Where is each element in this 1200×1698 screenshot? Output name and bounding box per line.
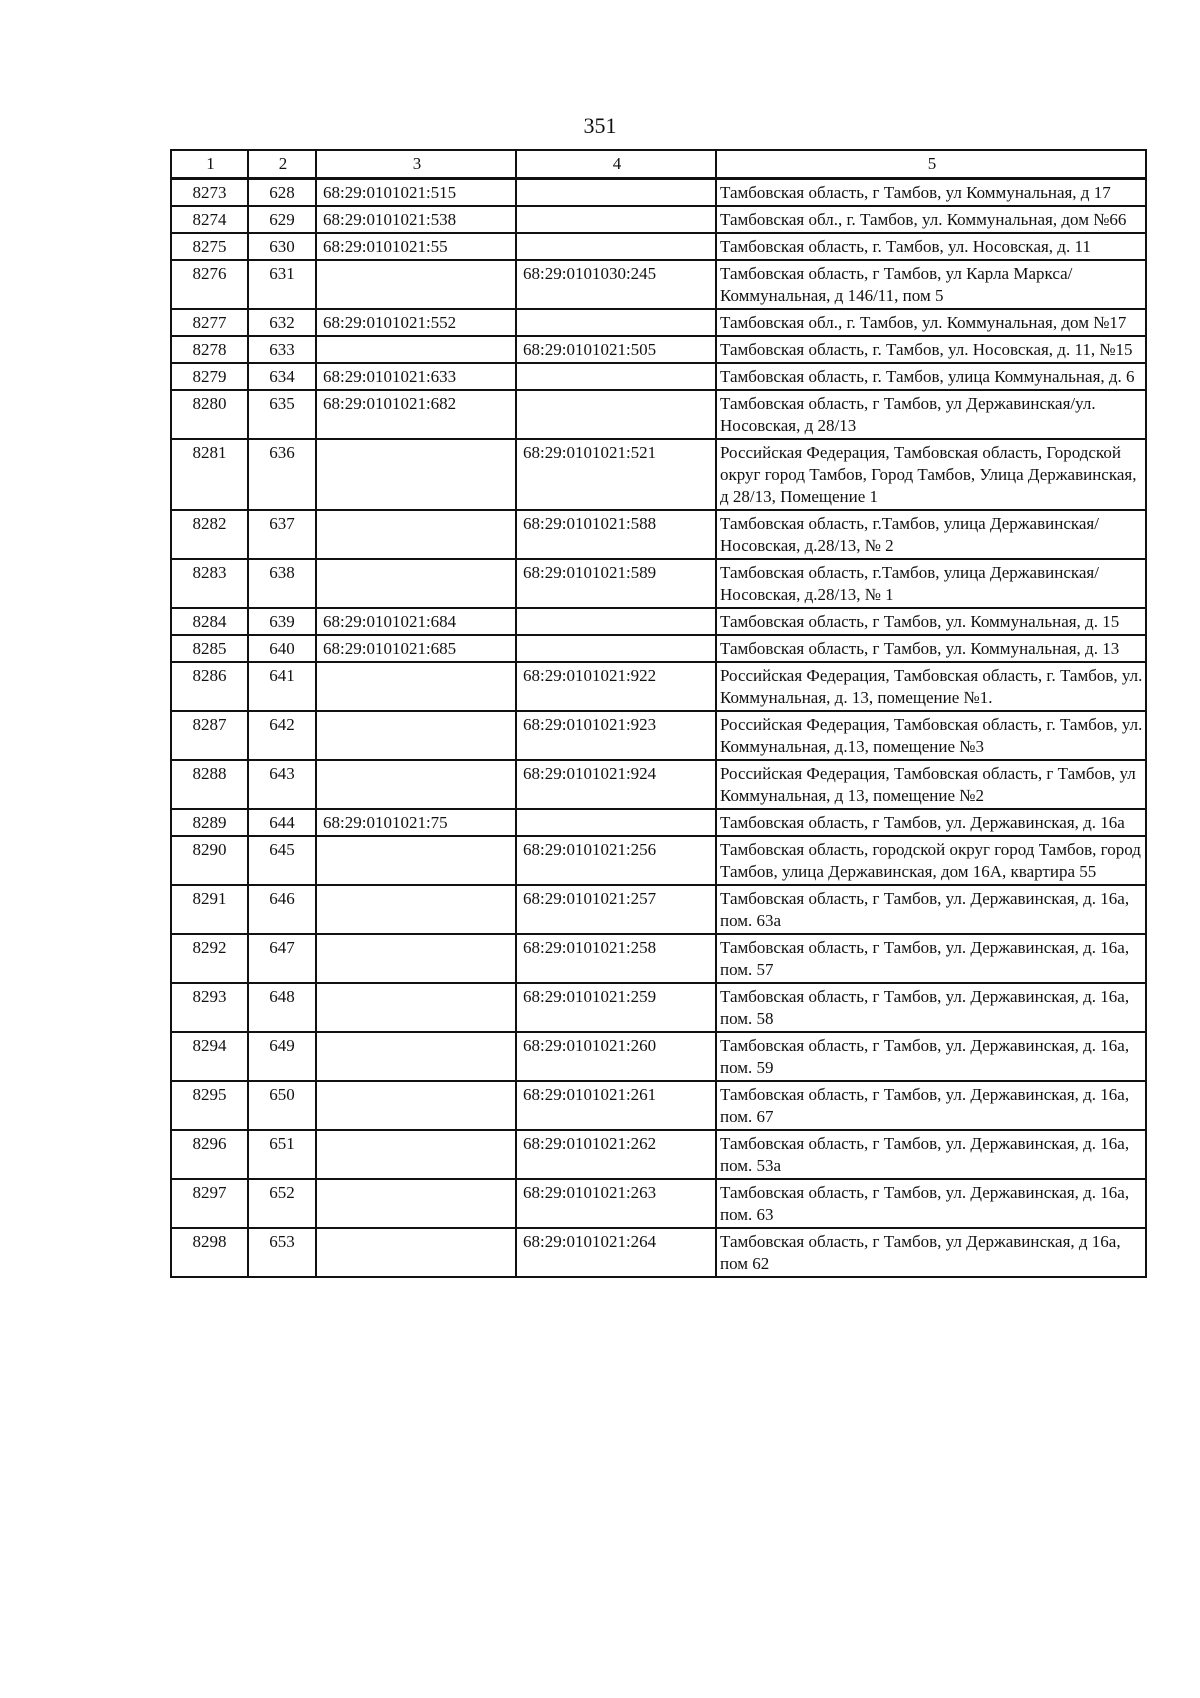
cell-cadastral-number-col4 [516, 809, 716, 836]
cell-item-number: 635 [248, 390, 316, 439]
cell-cadastral-number-col4 [516, 390, 716, 439]
table-row [171, 179, 1146, 207]
cell-address: Тамбовская область, г Тамбов, ул Карла Маркса/Коммунальная, д 146/11, пом 5 [716, 260, 1146, 309]
cell-record-number: 8288 [171, 760, 248, 809]
cell-item-number: 649 [248, 1032, 316, 1081]
cell-cadastral-number-col3: 68:29:0101021:515 [316, 179, 516, 207]
cell-cadastral-number-col4 [516, 233, 716, 260]
cell-record-number: 8284 [171, 608, 248, 635]
cell-cadastral-number-col3: 68:29:0101021:685 [316, 635, 516, 662]
cell-cadastral-number-col4: 68:29:0101021:521 [516, 439, 716, 510]
cell-item-number: 633 [248, 336, 316, 363]
cell-record-number: 8298 [171, 1228, 248, 1277]
cell-cadastral-number-col3 [316, 1130, 516, 1179]
table-row [171, 760, 1146, 809]
table-row [171, 934, 1146, 983]
cell-cadastral-number-col3 [316, 885, 516, 934]
cell-record-number: 8279 [171, 363, 248, 390]
cell-item-number: 634 [248, 363, 316, 390]
table-row [171, 662, 1146, 711]
table-row [171, 836, 1146, 885]
cell-record-number: 8297 [171, 1179, 248, 1228]
cell-cadastral-number-col4: 68:29:0101021:256 [516, 836, 716, 885]
cell-cadastral-number-col3 [316, 760, 516, 809]
cell-item-number: 639 [248, 608, 316, 635]
cell-address: Тамбовская область, г Тамбов, ул. Державинская, д. 16а, пом. 63а [716, 885, 1146, 934]
cell-cadastral-number-col3 [316, 836, 516, 885]
cell-record-number: 8294 [171, 1032, 248, 1081]
cell-cadastral-number-col3: 68:29:0101021:684 [316, 608, 516, 635]
cell-record-number: 8295 [171, 1081, 248, 1130]
page-number: 351 [583, 113, 617, 138]
table-row [171, 1032, 1146, 1081]
cell-address: Тамбовская область, г Тамбов, ул. Державинская, д. 16а [716, 809, 1146, 836]
table-row [171, 309, 1146, 336]
table-row [171, 635, 1146, 662]
cell-item-number: 646 [248, 885, 316, 934]
cell-record-number: 8273 [171, 179, 248, 207]
cell-record-number: 8276 [171, 260, 248, 309]
cell-cadastral-number-col3 [316, 711, 516, 760]
table-row [171, 608, 1146, 635]
cell-item-number: 628 [248, 179, 316, 207]
cell-cadastral-number-col3: 68:29:0101021:538 [316, 206, 516, 233]
cell-address: Тамбовская область, г. Тамбов, ул. Носовская, д. 11, №15 [716, 336, 1146, 363]
cell-cadastral-number-col4 [516, 608, 716, 635]
cell-address: Тамбовская область, г Тамбов, ул. Коммунальная, д. 13 [716, 635, 1146, 662]
cell-record-number: 8290 [171, 836, 248, 885]
cell-item-number: 640 [248, 635, 316, 662]
cell-address: Российская Федерация, Тамбовская область, Городской округ город Тамбов, Город Тамбов, Улица Державинская, д 28/13, Помещение 1 [716, 439, 1146, 510]
cell-cadastral-number-col4: 68:29:0101021:263 [516, 1179, 716, 1228]
cell-record-number: 8275 [171, 233, 248, 260]
cell-cadastral-number-col3: 68:29:0101021:75 [316, 809, 516, 836]
cell-record-number: 8296 [171, 1130, 248, 1179]
cell-cadastral-number-col4 [516, 206, 716, 233]
cell-cadastral-number-col4 [516, 363, 716, 390]
table-row [171, 1179, 1146, 1228]
table-row [171, 233, 1146, 260]
cell-cadastral-number-col4: 68:29:0101021:589 [516, 559, 716, 608]
table-body [171, 179, 1146, 1278]
cell-cadastral-number-col4: 68:29:0101021:260 [516, 1032, 716, 1081]
cell-cadastral-number-col3 [316, 439, 516, 510]
table-row [171, 809, 1146, 836]
cell-record-number: 8282 [171, 510, 248, 559]
registry-table [170, 149, 1147, 1278]
table-header [171, 150, 1146, 179]
cell-item-number: 648 [248, 983, 316, 1032]
column-header-4: 4 [516, 150, 716, 179]
cell-record-number: 8274 [171, 206, 248, 233]
table-row [171, 711, 1146, 760]
cell-cadastral-number-col4: 68:29:0101021:264 [516, 1228, 716, 1277]
cell-item-number: 647 [248, 934, 316, 983]
table-row [171, 206, 1146, 233]
cell-record-number: 8286 [171, 662, 248, 711]
cell-cadastral-number-col3 [316, 1081, 516, 1130]
cell-address: Тамбовская область, г.Тамбов, улица Державинская/Носовская, д.28/13, № 2 [716, 510, 1146, 559]
table-row [171, 1228, 1146, 1277]
cell-record-number: 8291 [171, 885, 248, 934]
cell-cadastral-number-col3 [316, 983, 516, 1032]
cell-item-number: 653 [248, 1228, 316, 1277]
cell-cadastral-number-col4: 68:29:0101021:258 [516, 934, 716, 983]
table-row [171, 363, 1146, 390]
cell-cadastral-number-col3: 68:29:0101021:633 [316, 363, 516, 390]
cell-address: Тамбовская область, г Тамбов, ул Державинская, д 16а, пом 62 [716, 1228, 1146, 1277]
cell-item-number: 631 [248, 260, 316, 309]
cell-record-number: 8278 [171, 336, 248, 363]
cell-cadastral-number-col4: 68:29:0101021:262 [516, 1130, 716, 1179]
cell-address: Российская Федерация, Тамбовская область, г. Тамбов, ул. Коммунальная, д. 13, помещение №1. [716, 662, 1146, 711]
cell-cadastral-number-col4: 68:29:0101021:259 [516, 983, 716, 1032]
cell-cadastral-number-col3 [316, 1228, 516, 1277]
cell-record-number: 8281 [171, 439, 248, 510]
cell-item-number: 644 [248, 809, 316, 836]
cell-item-number: 641 [248, 662, 316, 711]
cell-record-number: 8283 [171, 559, 248, 608]
column-header-2: 2 [248, 150, 316, 179]
cell-cadastral-number-col3 [316, 934, 516, 983]
cell-item-number: 645 [248, 836, 316, 885]
cell-address: Тамбовская обл., г. Тамбов, ул. Коммунальная, дом №66 [716, 206, 1146, 233]
cell-record-number: 8293 [171, 983, 248, 1032]
table-row [171, 885, 1146, 934]
cell-address: Тамбовская область, г Тамбов, ул. Державинская, д. 16а, пом. 57 [716, 934, 1146, 983]
cell-cadastral-number-col4 [516, 179, 716, 207]
cell-cadastral-number-col4: 68:29:0101021:924 [516, 760, 716, 809]
cell-item-number: 629 [248, 206, 316, 233]
cell-record-number: 8292 [171, 934, 248, 983]
cell-cadastral-number-col3: 68:29:0101021:55 [316, 233, 516, 260]
cell-address: Тамбовская область, г Тамбов, ул. Державинская, д. 16а, пом. 67 [716, 1081, 1146, 1130]
table-row [171, 1081, 1146, 1130]
cell-item-number: 650 [248, 1081, 316, 1130]
cell-cadastral-number-col4: 68:29:0101021:261 [516, 1081, 716, 1130]
cell-cadastral-number-col4: 68:29:0101030:245 [516, 260, 716, 309]
cell-item-number: 637 [248, 510, 316, 559]
cell-cadastral-number-col4 [516, 309, 716, 336]
cell-address: Тамбовская область, г Тамбов, ул. Державинская, д. 16а, пом. 59 [716, 1032, 1146, 1081]
cell-cadastral-number-col4: 68:29:0101021:588 [516, 510, 716, 559]
cell-cadastral-number-col3: 68:29:0101021:552 [316, 309, 516, 336]
cell-address: Тамбовская область, г Тамбов, ул. Коммунальная, д. 15 [716, 608, 1146, 635]
cell-cadastral-number-col4: 68:29:0101021:505 [516, 336, 716, 363]
table-row [171, 510, 1146, 559]
cell-item-number: 651 [248, 1130, 316, 1179]
cell-cadastral-number-col3 [316, 336, 516, 363]
cell-address: Тамбовская область, г.Тамбов, улица Державинская/Носовская, д.28/13, № 1 [716, 559, 1146, 608]
cell-address: Тамбовская область, г. Тамбов, ул. Носовская, д. 11 [716, 233, 1146, 260]
cell-cadastral-number-col3: 68:29:0101021:682 [316, 390, 516, 439]
cell-item-number: 636 [248, 439, 316, 510]
table-row [171, 336, 1146, 363]
column-header-3: 3 [316, 150, 516, 179]
cell-item-number: 638 [248, 559, 316, 608]
cell-cadastral-number-col3 [316, 662, 516, 711]
cell-item-number: 643 [248, 760, 316, 809]
cell-cadastral-number-col4: 68:29:0101021:922 [516, 662, 716, 711]
cell-cadastral-number-col4: 68:29:0101021:257 [516, 885, 716, 934]
cell-address: Тамбовская область, г Тамбов, ул. Державинская, д. 16а, пом. 63 [716, 1179, 1146, 1228]
table-row [171, 559, 1146, 608]
cell-address: Тамбовская область, городской округ город Тамбов, город Тамбов, улица Державинская, дом 16А, квартира 55 [716, 836, 1146, 885]
cell-record-number: 8285 [171, 635, 248, 662]
table-row [171, 983, 1146, 1032]
cell-address: Тамбовская область, г Тамбов, ул. Державинская, д. 16а, пом. 53а [716, 1130, 1146, 1179]
cell-address: Тамбовская область, г Тамбов, ул. Державинская, д. 16а, пом. 58 [716, 983, 1146, 1032]
cell-address: Тамбовская область, г Тамбов, ул Коммунальная, д 17 [716, 179, 1146, 207]
cell-item-number: 630 [248, 233, 316, 260]
cell-record-number: 8287 [171, 711, 248, 760]
cell-cadastral-number-col4 [516, 635, 716, 662]
cell-cadastral-number-col3 [316, 1032, 516, 1081]
cell-address: Российская Федерация, Тамбовская область, г Тамбов, ул Коммунальная, д 13, помещение №2 [716, 760, 1146, 809]
column-header-5: 5 [716, 150, 1146, 179]
cell-cadastral-number-col4: 68:29:0101021:923 [516, 711, 716, 760]
cell-address: Тамбовская область, г Тамбов, ул Державинская/ул. Носовская, д 28/13 [716, 390, 1146, 439]
cell-record-number: 8289 [171, 809, 248, 836]
cell-cadastral-number-col3 [316, 559, 516, 608]
table-row [171, 260, 1146, 309]
cell-cadastral-number-col3 [316, 1179, 516, 1228]
table-row [171, 390, 1146, 439]
table-row [171, 1130, 1146, 1179]
cell-item-number: 652 [248, 1179, 316, 1228]
header-row [171, 150, 1146, 179]
cell-item-number: 642 [248, 711, 316, 760]
cell-address: Тамбовская область, г. Тамбов, улица Коммунальная, д. 6 [716, 363, 1146, 390]
cell-record-number: 8277 [171, 309, 248, 336]
cell-cadastral-number-col3 [316, 510, 516, 559]
cell-cadastral-number-col3 [316, 260, 516, 309]
table-row [171, 439, 1146, 510]
cell-address: Тамбовская обл., г. Тамбов, ул. Коммунальная, дом №17 [716, 309, 1146, 336]
column-header-1: 1 [171, 150, 248, 179]
cell-record-number: 8280 [171, 390, 248, 439]
cell-address: Российская Федерация, Тамбовская область, г. Тамбов, ул. Коммунальная, д.13, помещение №3 [716, 711, 1146, 760]
cell-item-number: 632 [248, 309, 316, 336]
